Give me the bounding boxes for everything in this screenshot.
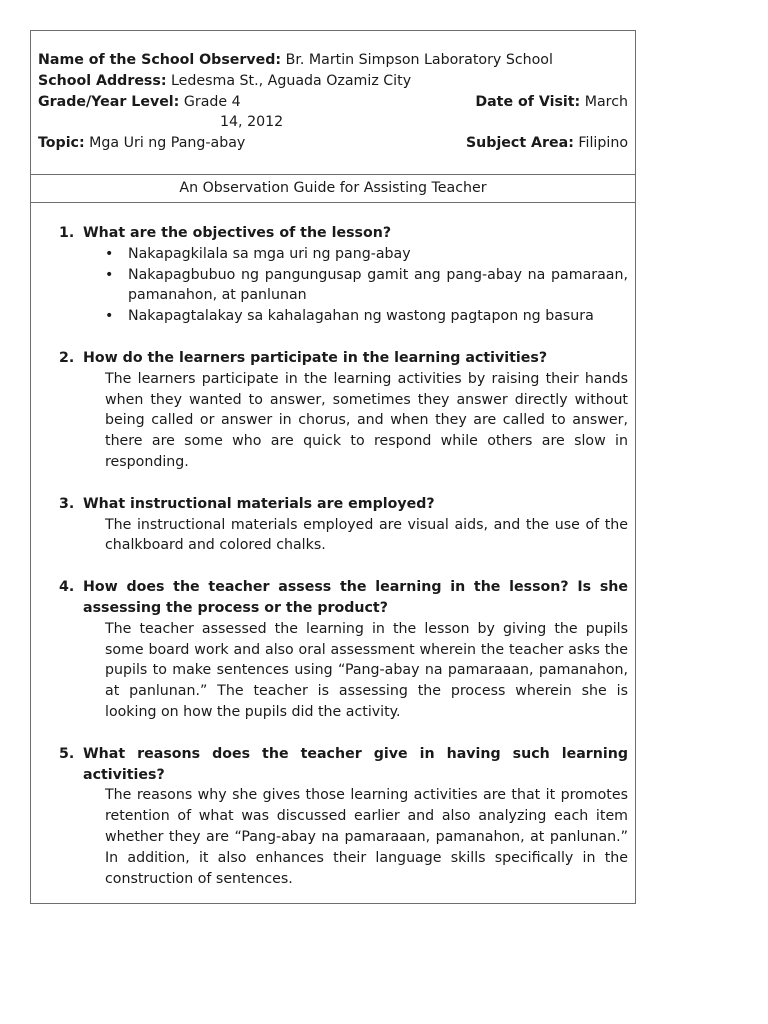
question-text: What reasons does the teacher give in having such learning activities? [83,745,628,783]
bullet-icon: • [105,245,114,262]
list-item-text: Nakapagbubuo ng pangungusap gamit ang pang-abay na pamaraan, pamanahon, at panlunan [128,266,628,304]
answer-text: The teacher assessed the learning in the lesson by giving the pupils some board work and also oral assessment wherein the teacher asks the pupils to make sentences using “Pang-abay na pamaraaan, pamanahon, at panlunan.” The teacher is assessing the process wherein she is looking on how the pupils did the activity. [105,620,628,720]
question-item [31,348,628,473]
grade-label: Grade/Year Level: [38,93,180,110]
date-label: Date of Visit: [475,93,581,110]
question-text: What instructional materials are employed? [83,495,435,512]
observation-document [30,30,636,904]
question-number: 4. [59,579,75,596]
question-text: How do the learners participate in the learning activities? [83,349,548,366]
objectives-list [83,244,628,327]
topic-value: Mga Uri ng Pang-abay [89,135,246,152]
address-row [38,71,628,92]
topic-label: Topic: [38,135,85,152]
answer-text: The instructional materials employed are visual aids, and the use of the chalkboard and colored chalks. [105,516,628,554]
school-row [38,50,628,71]
questions-list [31,203,635,889]
question-text: How does the teacher assess the learning in the lesson? Is she assessing the process or the product? [83,579,628,616]
bullet-icon: • [105,308,114,325]
question-number: 1. [59,225,75,241]
list-item-text: Nakapagtalakay sa kahalagahan ng wastong pagtapon ng basura [128,308,594,325]
question-number: 3. [59,495,75,512]
list-item-text: Nakapagkilala sa mga uri ng pang-abay [128,245,411,262]
answer-text: The reasons why she gives those learning activities are that it promotes retention of what was discussed earlier and also analyzing each item whether they are “Pang-abay na pamaraaan, pamanahon, at panlunan.” In addition, it also enhances their language skills specifically in the construction of sentences. [105,787,628,887]
subject-label: Subject Area: [465,135,574,152]
guide-title: An Observation Guide for Assisting Teacher [179,180,487,196]
question-item [31,494,628,556]
answer-text: The learners participate in the learning activities by raising their hands when they wanted to answer, sometimes they answer directly without being called or answer in chorus, and when they are called to answer, there are some who are quick to respond while others are slow in responding. [105,370,628,470]
grade-date-row [38,92,628,113]
list-item [105,265,628,307]
question-item [31,577,628,723]
subject-value: Filipino [578,135,628,152]
question-number: 2. [59,349,75,366]
document-header [31,31,635,174]
school-value: Br. Martin Simpson Laboratory School [285,52,553,68]
list-item [105,306,628,327]
question-item [31,744,628,890]
date-value-part2: 14, 2012 [220,114,284,131]
question-number: 5. [59,745,75,762]
question-text: What are the objectives of the lesson? [83,225,392,241]
topic-subject-row [38,133,628,154]
school-label: Name of the School Observed: [38,52,282,68]
grade-value: Grade 4 [183,93,241,110]
address-label: School Address: [38,72,167,89]
question-item [31,223,628,327]
list-item [105,244,628,265]
date-value-part1: March [584,93,628,110]
bullet-icon: • [105,266,114,283]
address-value: Ledesma St., Aguada Ozamiz City [171,72,412,89]
